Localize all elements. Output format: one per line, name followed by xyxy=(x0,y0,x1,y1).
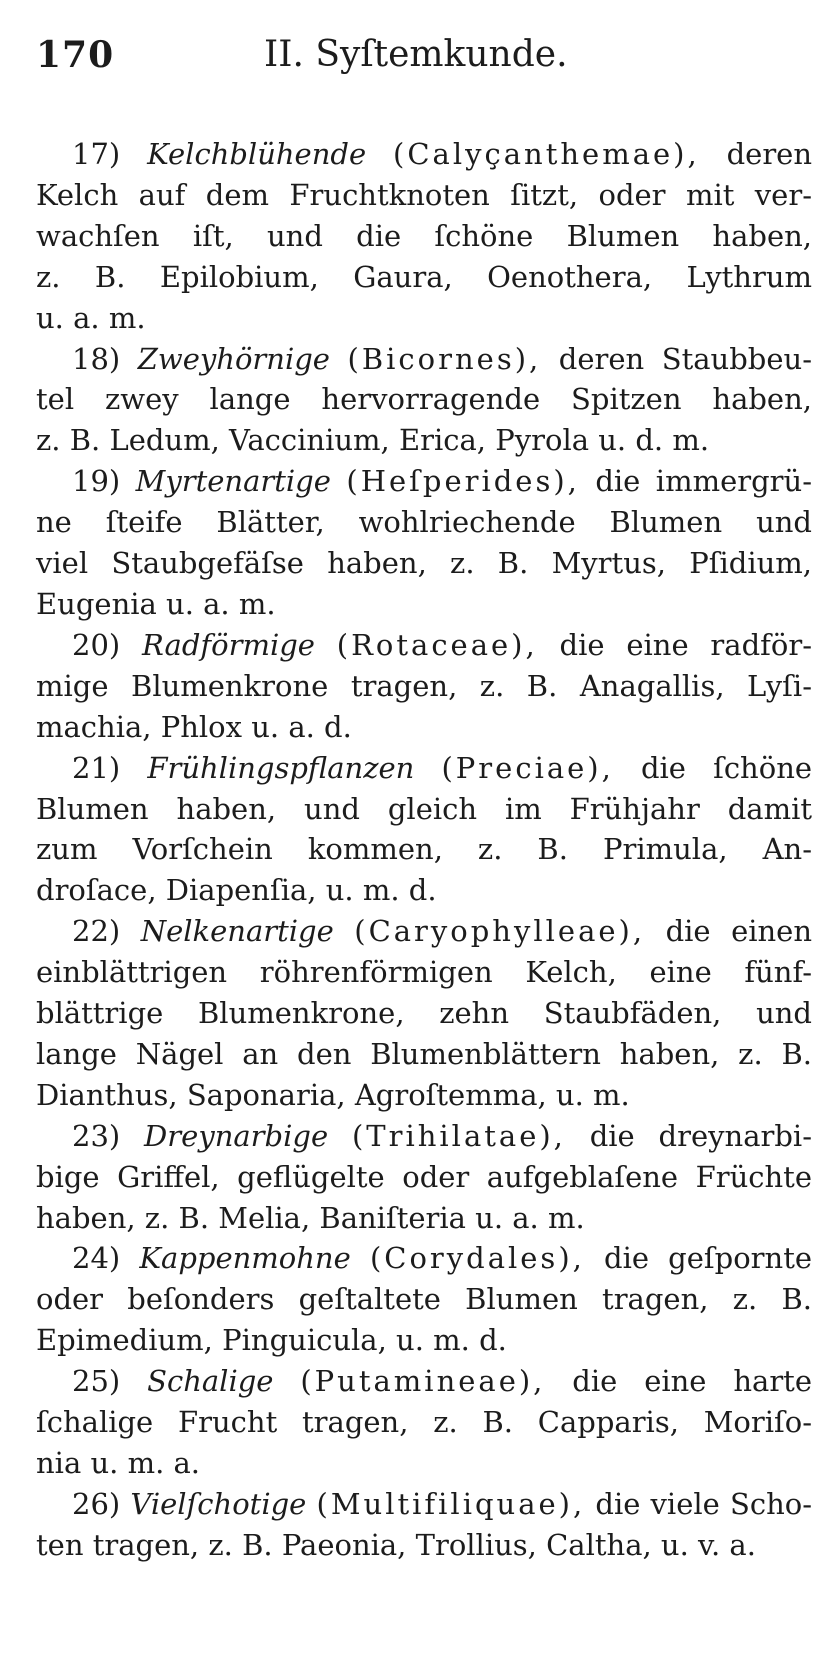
entry xyxy=(36,134,812,339)
entry-number: 23) xyxy=(72,1118,121,1153)
entry-german-name: Myrtenartige xyxy=(135,464,331,499)
entry-german-name: Zweyhörnige xyxy=(137,341,330,376)
entry-first-line-text: die einen xyxy=(665,914,813,949)
entry-first-line xyxy=(36,1238,812,1279)
entry-line: Eugenia u. a. m. xyxy=(36,586,276,621)
entry-first-line-text: die dreynarbi- xyxy=(589,1118,812,1153)
entry-german-name: Schalige xyxy=(147,1364,274,1399)
entry-number: 19) xyxy=(72,464,121,499)
entry-first-line-text: die eine harte xyxy=(572,1364,812,1399)
entry xyxy=(36,625,812,748)
entry xyxy=(36,339,812,462)
entry-first-line xyxy=(36,134,812,175)
entry-number: 17) xyxy=(72,137,121,171)
entry-first-line-text: deren Staubbeu- xyxy=(558,341,813,376)
entry xyxy=(36,1238,812,1361)
entry-latin-name: (Multifiliquae), xyxy=(316,1486,586,1521)
entry xyxy=(36,461,812,625)
entry-number: 20) xyxy=(72,627,121,662)
entry-first-line-text: die viele Scho- xyxy=(595,1486,813,1521)
entry-line: Dianthus, Saponaria, Agroſtemma, u. m. xyxy=(36,1077,630,1112)
entry-line: z. B. Ledum, Vaccinium, Erica, Pyrola u. d. m. xyxy=(36,423,710,458)
entry-german-name: Radförmige xyxy=(142,627,315,662)
entry-first-line xyxy=(36,1484,812,1525)
entry-latin-name: (Calyçanthemae), xyxy=(393,137,700,171)
entry xyxy=(36,1361,812,1484)
entry-first-line-text: die immergrü- xyxy=(595,464,812,499)
entry-line: zum Vorſchein kommen, z. B. Primula, An- xyxy=(36,832,812,867)
entry-line: ne ſteife Blätter, wohlriechende Blumen und xyxy=(36,505,812,540)
entry-line: viel Staubgefäſse haben, z. B. Myrtus, Pſidium, xyxy=(36,546,812,581)
entry-line: Blumen haben, und gleich im Frühjahr damit xyxy=(36,791,812,826)
entry-first-line-text: die eine radför- xyxy=(559,627,812,662)
entry-line: ſchalige Frucht tragen, z. B. Capparis, Moriſo- xyxy=(36,1405,812,1440)
entry-line: z. B. Epilobium, Gaura, Oenothera, Lythrum xyxy=(36,259,812,294)
entry-german-name: Nelkenartige xyxy=(140,914,334,949)
entry-first-line xyxy=(36,911,812,952)
entry-first-line-text: die geſpornte xyxy=(604,1241,813,1276)
entry xyxy=(36,1116,812,1239)
entry-line: haben, z. B. Melia, Baniſteria u. a. m. xyxy=(36,1200,585,1235)
entry-line: lange Nägel an den Blumenblättern haben, z. B. xyxy=(36,1036,812,1071)
entry-line: droſace, Diapenſia, u. m. d. xyxy=(36,873,437,908)
entry-line: tel zwey lange hervorragende Spitzen haben, xyxy=(36,382,812,417)
page-header xyxy=(36,34,812,82)
entry-number: 22) xyxy=(72,914,121,949)
entry-german-name: Dreynarbige xyxy=(144,1118,329,1153)
entry-number: 24) xyxy=(72,1241,121,1276)
entry-latin-name: (Corydales), xyxy=(369,1241,585,1276)
entry-line: machia, Phlox u. a. d. xyxy=(36,709,352,744)
entry-list xyxy=(36,134,812,1566)
entry-first-line-text: deren xyxy=(726,137,813,171)
running-head: II. Syſtemkunde. xyxy=(264,34,568,75)
entry-latin-name: (Putamineae), xyxy=(300,1364,546,1399)
entry-line: blättrige Blumenkrone, zehn Staubfäden, und xyxy=(36,996,812,1031)
entry-german-name: Kelchblühende xyxy=(147,137,367,171)
entry-number: 26) xyxy=(72,1486,121,1521)
entry-first-line xyxy=(36,461,812,502)
entry-first-line xyxy=(36,339,812,380)
entry xyxy=(36,1484,812,1566)
entry-first-line xyxy=(36,1361,812,1402)
entry-latin-name: (Bicornes), xyxy=(347,341,542,376)
entry xyxy=(36,911,812,1116)
entry-latin-name: (Rotaceae), xyxy=(336,627,538,662)
entry-latin-name: (Preciae), xyxy=(441,750,614,785)
entry-line: nia u. m. a. xyxy=(36,1446,201,1480)
entry-line: oder beſonders geſtaltete Blumen tragen, z. B. xyxy=(36,1282,812,1317)
entry-latin-name: (Caryophylleae), xyxy=(354,914,646,949)
entry-line: Epimedium, Pinguicula, u. m. d. xyxy=(36,1323,507,1358)
entry-line: u. a. m. xyxy=(36,300,146,335)
entry-line: mige Blumenkrone tragen, z. B. Anagallis, Lyſi- xyxy=(36,668,812,703)
page-number: 170 xyxy=(36,34,115,76)
entry-first-line xyxy=(36,625,812,666)
entry-german-name: Vielſchotige xyxy=(130,1486,307,1521)
entry-german-name: Frühlingspflanzen xyxy=(147,750,415,785)
entry-line: einblättrigen röhrenförmigen Kelch, eine fünf- xyxy=(36,955,812,990)
entry-line: Kelch auf dem Fruchtknoten ſitzt, oder mit ver- xyxy=(36,177,812,212)
entry-line: wachſen iſt, und die ſchöne Blumen haben, xyxy=(36,218,812,253)
entry-line: bige Griffel, geflügelte oder aufgeblaſene Früchte xyxy=(36,1159,812,1194)
entry-latin-name: (Trihilatae), xyxy=(351,1118,566,1153)
entry-german-name: Kappenmohne xyxy=(139,1241,351,1276)
entry-first-line-text: die ſchöne xyxy=(640,750,813,785)
entry-first-line xyxy=(36,748,812,789)
entry xyxy=(36,748,812,912)
entry-latin-name: (Heſperides), xyxy=(346,464,580,499)
entry-line: ten tragen, z. B. Paeonia, Trollius, Caltha, u. v. a. xyxy=(36,1527,756,1562)
entry-number: 18) xyxy=(72,341,121,376)
entry-number: 25) xyxy=(72,1364,121,1399)
entry-first-line xyxy=(36,1116,812,1157)
entry-number: 21) xyxy=(72,750,121,785)
